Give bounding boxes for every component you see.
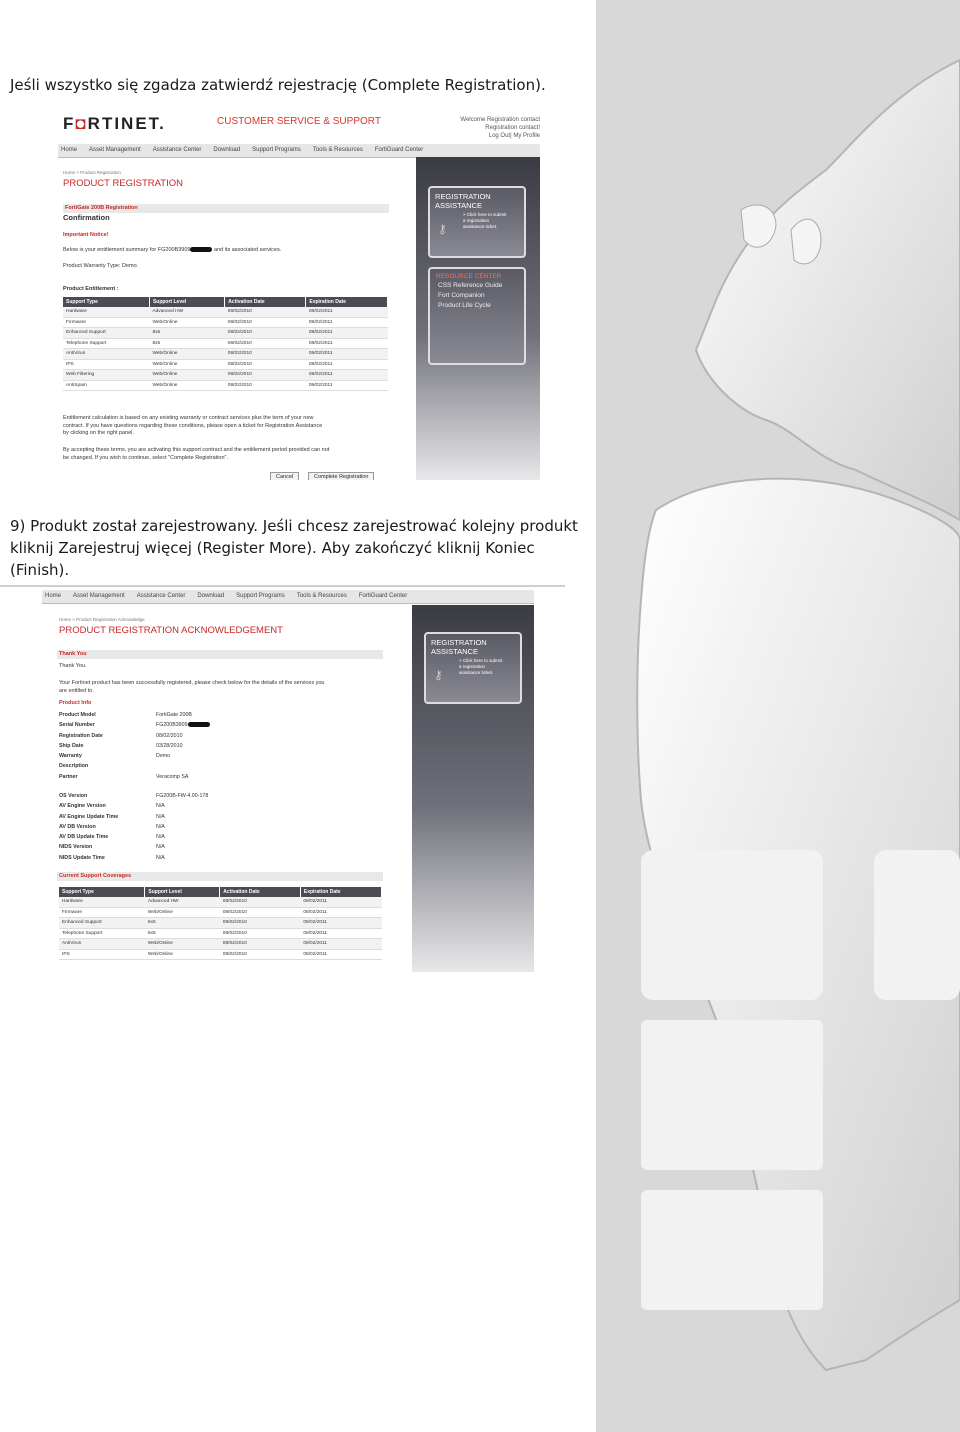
decorative-map-panel xyxy=(596,0,960,1432)
nav-download[interactable]: Download xyxy=(213,147,241,153)
cell: 08/02/2011 xyxy=(300,949,381,960)
table-row xyxy=(59,907,382,918)
info-value: N/A xyxy=(156,854,165,861)
nav-support-programs[interactable]: Support Programs xyxy=(252,147,301,153)
entitlement-calc-note xyxy=(63,415,322,438)
confirmation-heading: Confirmation xyxy=(63,213,110,222)
col-activation-date: Activation Date xyxy=(220,887,301,897)
nav-assistance-center[interactable]: Assistance Center xyxy=(152,147,202,153)
cell: Web/Online xyxy=(145,939,220,950)
table-row xyxy=(59,928,382,939)
table-row xyxy=(63,338,388,349)
cell: 08/02/2011 xyxy=(306,307,388,317)
cell: Advanced HW xyxy=(149,307,224,317)
info-key: Warranty xyxy=(59,753,82,760)
cell: Web/Online xyxy=(149,370,224,381)
entitlement-table xyxy=(63,297,388,391)
welcome-user: Registration contact! xyxy=(485,125,540,131)
assist-text: assistance ticket. xyxy=(463,224,498,229)
cell: Enhanced Support xyxy=(63,328,149,339)
table-row xyxy=(63,307,388,317)
breadcrumb[interactable]: Home > Product Registration xyxy=(63,170,121,175)
nav-tools-resources[interactable]: Tools & Resources xyxy=(296,593,347,599)
fortinet-logo xyxy=(63,114,166,134)
assist-text: a registration xyxy=(463,218,490,223)
welcome-box xyxy=(430,116,540,140)
info-value: N/A xyxy=(156,823,165,830)
success-line: Your Fortinet product has been successfully registered, please check below for the details of the services you xyxy=(59,680,325,686)
important-notice: Important Notice! xyxy=(63,232,109,238)
info-row xyxy=(59,853,208,863)
info-row xyxy=(59,741,210,751)
table-row xyxy=(63,328,388,339)
info-row xyxy=(59,832,208,842)
world-map-graphic xyxy=(596,0,960,1432)
cell: 08/02/2010 xyxy=(220,939,301,950)
key-icon: ⚷ xyxy=(438,222,447,236)
info-key: NIDS Version xyxy=(59,844,93,851)
welcome-line: Welcome Registration contact xyxy=(460,117,540,123)
info-row xyxy=(59,842,208,852)
section-header: FortiGate 200B Registration xyxy=(63,204,389,213)
cell: 08/02/2010 xyxy=(225,317,306,328)
info-key: Description xyxy=(59,763,89,770)
cell: Web/Online xyxy=(149,349,224,360)
table-row xyxy=(63,349,388,360)
cell: 08/02/2010 xyxy=(220,928,301,939)
cell: Firmware xyxy=(63,317,149,328)
info-value: FortiGate 200B xyxy=(156,712,192,718)
nav-support-programs[interactable]: Support Programs xyxy=(236,593,285,599)
info-row xyxy=(59,801,208,811)
assist-link[interactable]: > Click here to submit xyxy=(463,212,507,217)
col-expiration-date: Expiration Date xyxy=(300,887,381,897)
cell: 08/02/2011 xyxy=(306,328,388,339)
cell: 08/02/2010 xyxy=(225,307,306,317)
resource-center-title: RESOURCE CENTER xyxy=(436,273,502,280)
table-row xyxy=(59,918,382,929)
cell: Firmware xyxy=(59,907,145,918)
cell: 08/02/2011 xyxy=(306,338,388,349)
info-key: Registration Date xyxy=(59,732,103,739)
warranty-type: Product Warranty Type: Demo. xyxy=(63,263,139,269)
cell: Web/Online xyxy=(145,907,220,918)
cell: 8x5 xyxy=(149,328,224,339)
info-row xyxy=(59,761,210,771)
cell: 08/02/2011 xyxy=(306,317,388,328)
table-row xyxy=(63,370,388,381)
terms-line: be changed. If you wish to continue, select "Complete Registration". xyxy=(63,454,229,461)
calc-line: by clicking on the right panel. xyxy=(63,430,134,436)
summary-part-a: Below is your entitlement summary for FG200B3909 xyxy=(63,247,191,253)
info-key: AV Engine Update Time xyxy=(59,813,119,820)
main-nav xyxy=(42,590,534,604)
info-key: Serial Number xyxy=(59,722,95,729)
cell: Telephone Support xyxy=(59,928,145,939)
col-support-type: Support Type xyxy=(63,297,149,307)
resource-css-guide[interactable]: CSS Reference Guide xyxy=(438,282,503,289)
info-value: 08/02/2010 xyxy=(156,732,183,739)
nav-home[interactable]: Home xyxy=(61,147,78,153)
cell: 08/02/2010 xyxy=(225,328,306,339)
version-info-list xyxy=(59,791,208,863)
cell: IPS xyxy=(59,949,145,960)
instruction-confirm: Jeśli wszystko się zgadza zatwierdź rejestrację (Complete Registration). xyxy=(10,76,546,94)
success-message xyxy=(59,680,324,695)
summary-text xyxy=(63,247,281,255)
calc-line: Entitlement calculation is based on any existing warranty or contract services plus the term of your new xyxy=(63,415,314,421)
assist-title-2: ASSISTANCE xyxy=(435,201,482,210)
col-expiration-date: Expiration Date xyxy=(306,297,388,307)
table-row xyxy=(59,939,382,950)
cell: Hardware xyxy=(63,307,149,317)
coverage-table xyxy=(59,887,382,960)
cell: AntiVirus xyxy=(63,349,149,360)
info-value: Demo xyxy=(156,753,171,760)
info-row xyxy=(59,791,208,801)
cell: Telephone Support xyxy=(63,338,149,349)
product-info-title: Product Info xyxy=(59,700,92,706)
table-row xyxy=(59,897,382,907)
registration-assistance-panel[interactable] xyxy=(428,186,526,258)
info-value: FG200B-FW-4.00-178 xyxy=(156,793,209,799)
info-key: OS Version xyxy=(59,793,88,799)
info-value: Veracomp SA xyxy=(156,773,189,780)
assist-title-1: REGISTRATION xyxy=(431,638,487,647)
assist-link[interactable]: > Click here to submit xyxy=(459,658,503,663)
thank-you-text: Thank You. xyxy=(59,663,87,669)
redaction-mark xyxy=(190,247,212,252)
info-row xyxy=(59,751,210,761)
cell: 08/02/2011 xyxy=(300,907,381,918)
cell: 08/02/2011 xyxy=(306,349,388,360)
table-header-row xyxy=(59,887,382,897)
table-row xyxy=(63,359,388,370)
cell: Advanced HW xyxy=(145,897,220,907)
nav-fortiguard-center[interactable]: FortiGuard Center xyxy=(374,147,424,153)
cell: 08/02/2011 xyxy=(300,897,381,907)
nav-assistance-center[interactable]: Assistance Center xyxy=(136,593,186,599)
cell: 08/02/2011 xyxy=(306,380,388,391)
cell: IPS xyxy=(63,359,149,370)
cell: Web Filtering xyxy=(63,370,149,381)
assist-title-1: REGISTRATION xyxy=(435,192,491,201)
nav-download[interactable]: Download xyxy=(197,593,225,599)
complete-registration-button[interactable]: Complete Registration xyxy=(308,472,374,480)
right-sidebar xyxy=(416,157,540,480)
info-key: AV DB Update Time xyxy=(59,834,109,841)
resource-fort-companion[interactable]: Fort Companion xyxy=(438,292,485,299)
registration-assistance-panel[interactable] xyxy=(424,632,522,704)
nav-home[interactable]: Home xyxy=(45,593,62,599)
cell: 08/02/2010 xyxy=(220,918,301,929)
logo-o-mark: ◘ xyxy=(75,114,88,133)
main-nav xyxy=(58,144,540,158)
cell: 08/02/2010 xyxy=(220,897,301,907)
table-header-row xyxy=(63,297,388,307)
cell: 8x5 xyxy=(149,338,224,349)
cell: 08/02/2010 xyxy=(225,380,306,391)
page-title: PRODUCT REGISTRATION xyxy=(63,178,183,189)
cell: 8x5 xyxy=(145,918,220,929)
cell: 08/02/2011 xyxy=(300,918,381,929)
info-row xyxy=(59,812,208,822)
resource-product-life-cycle[interactable]: Product Life Cycle xyxy=(438,302,491,309)
info-key: Ship Date xyxy=(59,742,84,749)
divider xyxy=(0,585,565,587)
resource-center-panel xyxy=(428,267,526,365)
redaction-mark xyxy=(188,722,210,727)
logo-part-a: F xyxy=(63,114,76,133)
logo-part-b: RTINET. xyxy=(87,114,166,133)
screenshot-registration-confirmation xyxy=(48,106,540,480)
assist-text: assistance ticket. xyxy=(459,670,494,675)
cell: 08/02/2010 xyxy=(225,349,306,360)
nav-asset-management[interactable]: Asset Management xyxy=(73,593,125,599)
info-row xyxy=(59,822,208,832)
coverage-header: Current Support Coverages xyxy=(57,872,383,881)
screenshot-registration-acknowledgement xyxy=(42,590,534,972)
info-row xyxy=(59,710,210,720)
calc-line: contract. If you have questions regarding these conditions, please open a ticket for Registration Assistance xyxy=(63,422,323,429)
cell: Web/Online xyxy=(149,359,224,370)
table-row xyxy=(63,380,388,391)
cell: 08/02/2010 xyxy=(225,370,306,381)
info-value: 03/28/2010 xyxy=(156,742,183,749)
assist-title-2: ASSISTANCE xyxy=(431,647,478,656)
col-activation-date: Activation Date xyxy=(225,297,306,307)
info-value: N/A xyxy=(156,813,165,820)
cell: 08/02/2010 xyxy=(220,907,301,918)
info-key: NIDS Update Time xyxy=(59,854,105,861)
cell: Hardware xyxy=(59,897,145,907)
col-support-level: Support Level xyxy=(149,297,224,307)
info-key: AV Engine Version xyxy=(59,803,106,810)
cell: Web/Online xyxy=(149,380,224,391)
cell: 08/02/2010 xyxy=(220,949,301,960)
col-support-type: Support Type xyxy=(59,887,145,897)
assist-text: a registration xyxy=(459,664,486,669)
info-value: N/A xyxy=(156,834,165,841)
nav-asset-management[interactable]: Asset Management xyxy=(89,147,141,153)
cell: 08/02/2011 xyxy=(300,939,381,950)
terms-note xyxy=(63,447,329,462)
entitlement-title: Product Entitlement : xyxy=(63,286,119,292)
cell: AntiVirus xyxy=(59,939,145,950)
col-support-level: Support Level xyxy=(145,887,220,897)
right-sidebar xyxy=(412,605,534,972)
cell: AntiSpam xyxy=(63,380,149,391)
info-value: FG200B3909 xyxy=(156,722,188,729)
cell: 08/02/2011 xyxy=(306,370,388,381)
thank-you-header: Thank You xyxy=(57,650,383,659)
instruction-step-9: 9) Produkt został zarejestrowany. Jeśli chcesz zarejestrować kolejny produkt kliknij Zarejestruj więcej (Register More). Aby zakończyć kliknij Koniec (Finish). xyxy=(10,517,578,579)
cell: 08/02/2010 xyxy=(225,359,306,370)
info-key: Partner xyxy=(59,773,78,780)
info-value: N/A xyxy=(156,803,165,810)
info-value: N/A xyxy=(156,844,165,851)
key-icon: ⚷ xyxy=(434,668,443,682)
cell: 8x5 xyxy=(145,928,220,939)
site-title: CUSTOMER SERVICE & SUPPORT xyxy=(217,116,381,127)
info-row xyxy=(59,720,210,730)
info-key: AV DB Version xyxy=(59,823,96,830)
cell: Enhanced Support xyxy=(59,918,145,929)
page-title: PRODUCT REGISTRATION ACKNOWLEDGEMENT xyxy=(59,625,283,636)
breadcrumb[interactable]: Home > Product Registration Acknowledge xyxy=(59,617,145,622)
cell: 08/02/2010 xyxy=(225,338,306,349)
terms-line: By accepting these terms, you are activating this support contract and the entitlement period provided can not xyxy=(63,447,330,453)
cell: 08/02/2011 xyxy=(300,928,381,939)
nav-fortiguard-center[interactable]: FortiGuard Center xyxy=(358,593,408,599)
info-row xyxy=(59,731,210,741)
info-key: Product Model xyxy=(59,712,96,718)
table-row xyxy=(63,317,388,328)
table-row xyxy=(59,949,382,960)
logout-profile-link[interactable]: Log Out| My Profile xyxy=(488,133,540,139)
info-row xyxy=(59,772,210,782)
summary-part-b: and its associated services. xyxy=(214,247,282,253)
cell: 08/02/2011 xyxy=(306,359,388,370)
product-info-list xyxy=(59,710,210,782)
cancel-button[interactable]: Cancel xyxy=(270,472,299,480)
nav-tools-resources[interactable]: Tools & Resources xyxy=(312,147,363,153)
success-line: are entitled to. xyxy=(59,687,94,694)
cell: Web/Online xyxy=(149,317,224,328)
cell: Web/Online xyxy=(145,949,220,960)
